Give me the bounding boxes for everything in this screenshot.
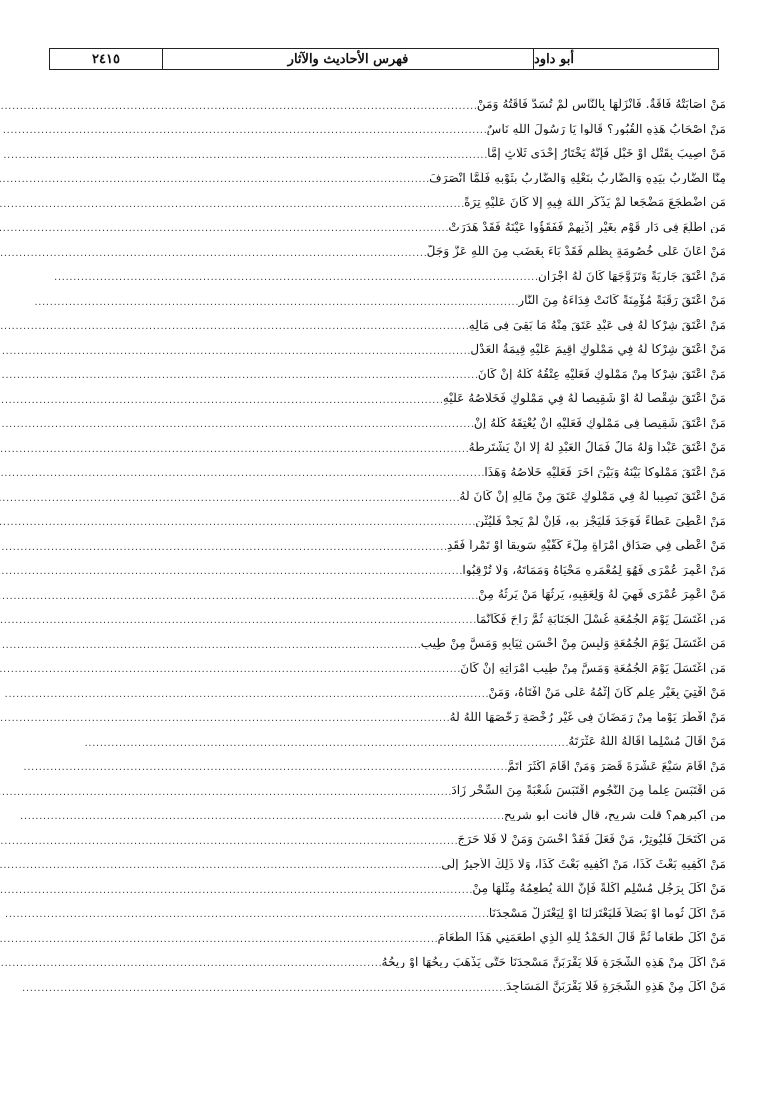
dot-leader <box>0 862 441 870</box>
index-entry <box>0 211 726 236</box>
dot-leader <box>0 323 469 331</box>
right-column <box>0 88 726 1078</box>
entry-text: مَنْ أَقَالَ مُسْلِماً أَقَالَهُ اللَّهُ عَثْرَتَهُ <box>568 735 726 748</box>
index-entry <box>0 137 726 162</box>
entry-text: مَنْ أَكَلَ ثُوماً أَوْ بَصَلاً فَلْيَعْتَزِلْنَا أَوْ لِيَعْتَزِلْ مَسْجِدَنَا <box>488 906 726 919</box>
entry-text: مَنْ أَصَابَتْهُ فَاقَةٌ. فَأَنْزَلَهَا بِالنَّاسِ لَمْ تُسَدَّ فَاقَتُهُ وَمَنْ <box>476 98 726 111</box>
entry-text: مَنِ اقْتَبَسَ عِلْماً مِنَ النُّجُومِ اقْتَبَسَ شُعْبَةً مِنَ السِّحْرِ زَادَ <box>451 784 726 797</box>
dot-leader <box>0 225 448 233</box>
index-columns <box>40 88 726 1078</box>
book-title: أبو داود <box>533 49 718 69</box>
index-entry <box>0 309 726 334</box>
entry-text: مَنْ أَعْتَقَ شَقِيصاً فِي مَمْلُوكٍ فَعَلَيْهِ أَنْ يُعْتِقَهُ كُلَّهُ إِنْ <box>473 416 726 429</box>
dot-leader <box>0 789 451 797</box>
entry-text: من أكبرهم؟ قلت شريح، قال فأنت أبو شريح <box>503 808 726 821</box>
dot-leader <box>0 715 450 723</box>
entry-text: مَنْ أُعْمِرَ عُمْرَى فَهُوَ لِمُعْمَرِهِ مَحْيَاهُ وَمَمَاتَهُ، وَلَا تُرْقِبُوا <box>462 563 726 576</box>
index-entry <box>0 505 726 530</box>
entry-text: مَنْ أَعْتَقَ عَبْداً وَلَهُ مَالٌ فَمَالُ العَبْدِ لَهُ إِلَّا أَنْ يَشْتَرِطَهُ <box>468 441 726 454</box>
entry-text: مَنْ أَكَلَ مِنْ هَذِهِ الشَّجَرَةِ فَلَا يَقْرَبَنَّ المَسَاجِدَ <box>505 980 726 993</box>
entry-text: مَنِ اطَّلَعَ فِي دَارِ قَوْمٍ بِغَيْرِ إِذْنِهِمْ فَفَقَؤُوا عَيْنَهُ فَقَدْ هَدَرَتْ <box>448 220 726 233</box>
index-title: فهرس الأحاديث والآثار <box>162 49 533 69</box>
dot-leader <box>0 397 443 405</box>
index-entry <box>0 431 726 456</box>
entry-text: مَنْ أَعْتَقَ شِرْكاً مِنْ مَمْلُوكٍ فَعَلَيْهِ عِتْقُهُ كُلُّهُ إِنْ كَانَ <box>477 367 726 380</box>
dot-leader <box>0 544 447 552</box>
entry-text: مَنْ أَقَامَ سَبْعَ عَشْرَةَ قَصَرَ وَمَنْ أَقَامَ أَكْثَرَ أَتَمَّ <box>507 759 726 772</box>
dot-leader <box>0 103 477 111</box>
index-entry <box>0 603 726 628</box>
index-entry <box>0 774 726 799</box>
dot-leader <box>0 813 504 821</box>
index-entry <box>0 578 726 603</box>
dot-leader <box>0 446 469 454</box>
index-entry <box>0 235 726 260</box>
index-entry <box>0 358 726 383</box>
index-entry <box>0 333 726 358</box>
entry-text: مَنْ أَعَانَ عَلَى خُصُومَةٍ بِظُلْمٍ فَقَدْ بَاءَ بِغَضَبٍ مِنَ اللَّهِ عَزَّ وَجَلَّ <box>426 245 726 258</box>
page-number: ٢٤١٥ <box>92 51 120 67</box>
index-entry <box>0 480 726 505</box>
entry-text: مَنْ أَعْطَى فِي صَدَاقِ امْرَأَةٍ مِلْءَ كَفَّيْهِ سَوِيقاً أَوْ تَمْراً فَقَدِ <box>447 539 726 552</box>
entry-text: مَنِ اضْطَجَعَ مَضْجَعاً لَمْ يَذْكُرِ اللَّهَ فِيهِ إِلَّا كَانَ عَلَيْهِ تِرَةً <box>464 196 726 209</box>
index-entry <box>0 701 726 726</box>
index-entry <box>0 186 726 211</box>
dot-leader <box>0 519 475 527</box>
index-entry <box>0 872 726 897</box>
entry-text: مَنْ أَعْتَقَ شِقْصاً لَهُ أَوْ شَقِيصاً لَهُ فِي مَمْلُوكٍ فَخَلَاصُهُ عَلَيْهِ <box>442 392 726 405</box>
dot-leader <box>0 127 487 135</box>
entry-text: مَنِ اكْتَحَلَ فَلْيُوتِرْ، مَنْ فَعَلَ فَقَدْ أَحْسَنَ وَمَنْ لَا فَلَا حَرَجَ <box>457 833 726 846</box>
index-entry <box>0 970 726 995</box>
dot-leader <box>0 764 507 772</box>
page-header <box>49 48 719 70</box>
index-entry <box>0 407 726 432</box>
dot-leader <box>0 274 538 282</box>
dot-leader <box>0 152 487 160</box>
index-entry <box>0 88 726 113</box>
index-entry <box>0 897 726 922</box>
dot-leader <box>0 985 506 993</box>
dot-leader <box>0 960 382 968</box>
entry-text: مَنْ أَعْتَقَ مَمْلُوكاً بَيْنَهُ وَبَيْنَ آخَرَ فَعَلَيْهِ خَلَاصُهُ وَهَذَا <box>484 465 726 478</box>
dot-leader <box>0 642 421 650</box>
dot-leader <box>0 691 488 699</box>
entry-text: مَنْ أَكَلَ بِرَجُلٍ مُسْلِمٍ أُكْلَةً فَإِنَّ اللَّهَ يُطْعِمُهُ مِثْلَهَا مِنْ <box>472 882 726 895</box>
dot-leader <box>0 666 460 674</box>
entry-text: مَنْ أَعْتَقَ رَقَبَةً مُؤْمِنَةً كَانَتْ فِدَاءَهُ مِنَ النَّارِ <box>518 294 726 307</box>
dot-leader <box>0 176 429 184</box>
entry-text: مَنْ أَصْحَابُ هَذِهِ القُبُورِ؟ قَالُوا يَا رَسُولَ اللَّهِ نَاسٌ <box>486 122 726 135</box>
entry-text: مَنْ أُعْطِيَ عَطَاءً فَوَجَدَ فَلْيَجْزِ بِهِ، فَإِنْ لَمْ يَجِدْ فَلْيُثْنِ <box>475 514 726 527</box>
dot-leader <box>0 911 489 919</box>
dot-leader <box>0 299 518 307</box>
index-entry <box>0 162 726 187</box>
index-entry <box>0 382 726 407</box>
index-entry <box>0 652 726 677</box>
entry-text: مِنَّا الضَّارِبُ بِيَدِهِ وَالضَّارِبُ بِنَعْلِهِ وَالضَّارِبُ بِثَوْبِهِ فَلَمَّا انْصَرَفَ <box>429 171 726 184</box>
index-entry <box>0 529 726 554</box>
dot-leader <box>0 250 427 258</box>
entry-text: مَنْ أَفْطَرَ يَوْماً مِنْ رَمَضَانَ فِي غَيْرِ رُخْصَةٍ رَخَّصَهَا اللَّهُ لَهُ <box>449 710 726 723</box>
entry-text: مَنْ أَكْفِيهِ بَعْثَ كَذَا، مَنْ أَكْفِيهِ بَعْثَ كَذَا، وَلَا ذَلِكَ الأَجِيرُ إِلَى <box>441 857 726 870</box>
index-entry <box>0 456 726 481</box>
entry-text: مَنْ أَعْتَقَ جَارِيَةً وَتَزَوَّجَهَا كَانَ لَهُ أَجْرَانِ <box>537 269 726 282</box>
entry-text: مَنْ أَعْتَقَ شِرْكاً لَهُ فِي عَبْدٍ عَتَقَ مِنْهُ مَا بَقِيَ فِي مَالِهِ <box>468 318 726 331</box>
dot-leader <box>0 887 472 895</box>
dot-leader <box>0 470 484 478</box>
index-entry <box>0 113 726 138</box>
index-entry <box>0 260 726 285</box>
dot-leader <box>0 372 478 380</box>
index-entry <box>0 676 726 701</box>
dot-leader <box>0 593 478 601</box>
index-entry <box>0 750 726 775</box>
dot-leader <box>0 838 458 846</box>
index-entry <box>0 799 726 824</box>
entry-text: مَنِ اغْتَسَلَ يَوْمَ الجُمُعَةِ غُسْلَ الجَنَابَةِ ثُمَّ رَاحَ فَكَأَنَّمَا <box>476 612 726 625</box>
dot-leader <box>0 201 464 209</box>
entry-text: مَنْ أَكَلَ مِنْ هَذِهِ الشَّجَرَةِ فَلَا يَقْرَبَنَّ مَسْجِدَنَا حَتَّى يَذْهَبَ رِيحُهَا أَوْ رِيحُهُ <box>381 955 726 968</box>
index-entry <box>0 848 726 873</box>
entry-text: مَنِ اغْتَسَلَ يَوْمَ الجُمُعَةِ وَلَبِسَ مِنْ أَحْسَنِ ثِيَابِهِ وَمَسَّ مِنْ طِيبٍ <box>420 637 726 650</box>
entry-text: مَنْ أُعْمِرَ عُمْرَى فَهِيَ لَهُ وَلِعَقِبِهِ، يَرِثُهَا مَنْ يَرِثُهُ مِنْ <box>478 588 726 601</box>
index-entry <box>0 946 726 971</box>
index-entry <box>0 627 726 652</box>
dot-leader <box>0 617 476 625</box>
dot-leader <box>0 936 438 944</box>
entry-text: مَنْ أُفْتِيَ بِغَيْرِ عِلْمٍ كَانَ إِثْمُهُ عَلَى مَنْ أَفْتَاهُ، وَمَنْ <box>488 686 726 699</box>
dot-leader <box>0 568 462 576</box>
entry-text: مَنْ أَعْتَقَ نَصِيباً لَهُ فِي مَمْلُوكٍ عَتَقَ مِنْ مَالِهِ إِنْ كَانَ لَهُ <box>459 490 726 503</box>
dot-leader <box>0 348 470 356</box>
index-entry <box>0 921 726 946</box>
index-entry <box>0 554 726 579</box>
entry-text: مَنْ أُصِيبَ بِقَتْلٍ أَوْ خَبْلٍ فَإِنَّهُ يَخْتَارُ إِحْدَى ثَلَاثٍ إِمَّا <box>487 147 726 160</box>
index-entry <box>0 284 726 309</box>
index-entry <box>0 725 726 750</box>
index-entry <box>0 823 726 848</box>
entry-text: مَنِ اغْتَسَلَ يَوْمَ الجُمُعَةِ وَمَسَّ مِنْ طِيبِ امْرَأَتِهِ إِنْ كَانَ <box>460 661 726 674</box>
entry-text: مَنْ أَكَلَ طَعَاماً ثُمَّ قَالَ الحَمْدُ لِلَّهِ الَّذِي أَطْعَمَنِي هَذَا الطَّعَامَ <box>437 931 726 944</box>
entry-text: مَنْ أَعْتَقَ شِرْكاً لَهُ فِي مَمْلُوكٍ أُقِيمَ عَلَيْهِ قِيمَةُ العَدْلِ <box>470 343 726 356</box>
dot-leader <box>0 421 474 429</box>
dot-leader <box>0 495 459 503</box>
dot-leader <box>0 740 568 748</box>
